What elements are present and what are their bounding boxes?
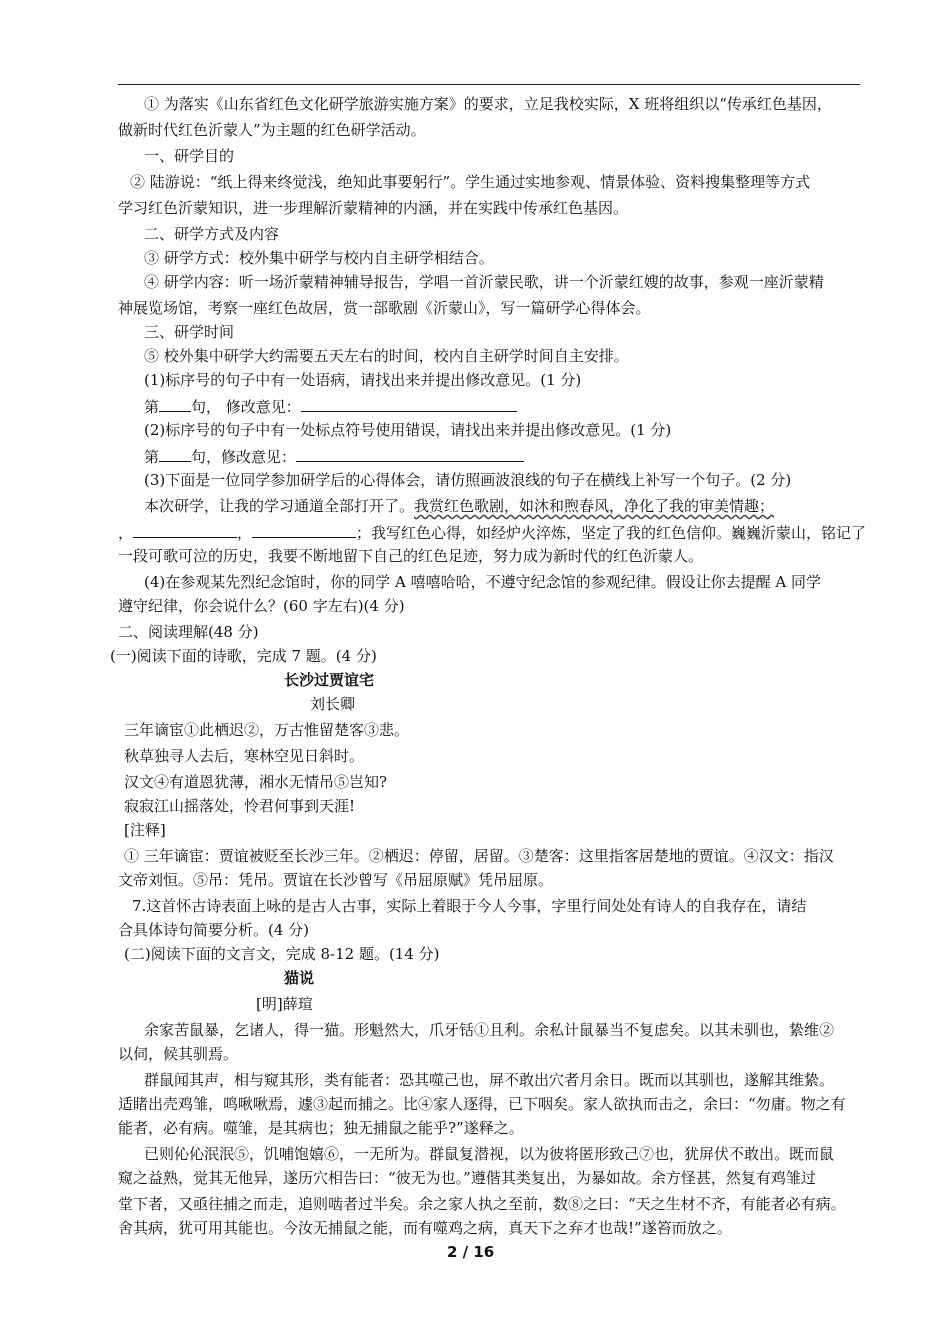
question-7-line-1: 7.这首怀古诗表面上咏的是古人古事，实际上着眼于今人今事，字里行间处处有诗人的自我存在，请结 bbox=[132, 897, 807, 915]
plan-paragraph-4-line-1: ④ 研学内容：听一场沂蒙精神辅导报告，学唱一首沂蒙民歌，讲一个沂蒙红嫂的故事，参观一座沂蒙精 bbox=[144, 273, 824, 291]
header-rule bbox=[118, 84, 860, 85]
poem-line: 三年谪宦①此栖迟②，万古惟留楚客③悲。 bbox=[124, 721, 410, 739]
question-2-answer-line bbox=[144, 446, 524, 467]
question-3-text-line-2 bbox=[118, 522, 866, 543]
notes-line-1: ① 三年谪宦：贾谊被贬至长沙三年。②栖迟：停留，居留。③楚客：这里指客居楚地的贾谊。④汉文：指汉 bbox=[124, 847, 834, 865]
page-number: 2 / 16 bbox=[447, 1243, 495, 1261]
question-2-mid: 句，修改意见： bbox=[191, 448, 297, 466]
poem-line: 秋草独寻人去后，寒林空见日斜时。 bbox=[124, 747, 365, 765]
section-heading-purpose: 一、研学目的 bbox=[144, 147, 235, 165]
prose-line: 适睹出壳鸡雏，鸣啾啾焉，遽③起而捕之。比④家人逐得，已下咽矣。家人欲执而击之，余曰：“勿庸。物之有 bbox=[118, 1095, 846, 1113]
fill-blank-1[interactable] bbox=[133, 522, 237, 538]
plan-paragraph-1-line-1: ① 为落实《山东省红色文化研学旅游实施方案》的要求，立足我校实际，X 班将组织以“传承红色基因， bbox=[144, 95, 832, 113]
prose-line: 余家苦鼠暴，乞诸人，得一猫。形魁然大，爪牙铦①且利。余私计鼠暴当不复虑矣。以其未驯也，絷维② bbox=[144, 1021, 835, 1039]
question-4-line-2: 遵守纪律，你会说什么？(60 字左右)(4 分) bbox=[118, 597, 405, 615]
plan-paragraph-1-line-2: 做新时代红色沂蒙人”为主题的红色研学活动。 bbox=[118, 121, 426, 139]
question-3-intro: 本次研学，让我的学习通道全部打开了。 bbox=[144, 497, 415, 515]
leading-comma: ， bbox=[118, 524, 134, 542]
poem-line: 汉文④有道恩犹薄，湘水无情吊⑤岂知? bbox=[124, 773, 388, 791]
reading-section-heading: 二、阅读理解(48 分) bbox=[118, 623, 259, 641]
prose-line: 群鼠闻其声，相与窥其形，类有能者：恐其噬己也，屏不敢出穴者月余日。既而以其驯也，遂解其维絷。 bbox=[144, 1071, 835, 1089]
poem-line: 寂寂江山摇落处，怜君何事到天涯! bbox=[124, 797, 356, 815]
section-heading-method: 二、研学方式及内容 bbox=[144, 225, 280, 243]
poem-author: 刘长卿 bbox=[310, 695, 356, 713]
prose-line: 以伺，候其驯焉。 bbox=[118, 1045, 239, 1063]
section-heading-time: 三、研学时间 bbox=[144, 323, 235, 341]
poem-intro: (一)阅读下面的诗歌，完成 7 题。(4 分) bbox=[110, 647, 377, 665]
revision-blank-2[interactable] bbox=[296, 446, 524, 462]
question-1-mid: 句， 修改意见： bbox=[191, 398, 301, 416]
prose-line: 堂下者，又亟往捕之而走，追则啮者过半矣。余之家人执之至前，数⑧之曰：“天之生材不齐，有能者必有病。 bbox=[118, 1195, 846, 1213]
plan-paragraph-3: ③ 研学方式：校外集中研学与校内自主研学相结合。 bbox=[144, 249, 494, 267]
prose-line: 舍其病，犹可用其能也。今汝无捕鼠之能，而有噬鸡之病，真天下之弃才也哉!”遂笞而放之。 bbox=[118, 1219, 732, 1237]
sentence-number-blank-1[interactable] bbox=[159, 396, 191, 412]
question-4-line-1: (4)在参观某先烈纪念馆时，你的同学 A 嘻嘻哈哈，不遵守纪念馆的参观纪律。假设让你去提醒 A 同学 bbox=[144, 573, 821, 591]
question-1-prefix: 第 bbox=[144, 398, 160, 416]
poem-title: 长沙过贾谊宅 bbox=[284, 671, 375, 689]
prose-author: [明]薛瑄 bbox=[256, 995, 313, 1013]
fill-blank-2[interactable] bbox=[252, 522, 356, 538]
prose-line: 窥之益熟，觉其无他异，遂历穴相告曰：“彼无为也。”遵偕其类复出，为暴如故。余方怪甚，然复有鸡雏过 bbox=[118, 1169, 816, 1187]
question-1-answer-line bbox=[144, 396, 517, 417]
question-1: (1)标序号的句子中有一处语病，请找出来并提出修改意见。(1 分) bbox=[144, 371, 582, 389]
question-3: (3)下面是一位同学参加研学后的心得体会，请仿照画波浪线的句子在横线上补写一个句子。(2 分) bbox=[144, 471, 792, 489]
plan-paragraph-2-line-2: 学习红色沂蒙知识，进一步理解沂蒙精神的内涵，并在实践中传承红色基因。 bbox=[118, 199, 629, 217]
question-7-line-2: 合具体诗句简要分析。(4 分) bbox=[118, 921, 310, 939]
plan-paragraph-2-line-1: ② 陆游说：“纸上得来终觉浅，绝知此事要躬行”。学生通过实地参观、情景体验、资料搜集整理等方式 bbox=[130, 173, 811, 191]
question-3-text-line-1 bbox=[144, 496, 774, 516]
revision-blank-1[interactable] bbox=[301, 396, 517, 412]
plan-paragraph-5: ⑤ 校外集中研学大约需要五天左右的时间，校内自主研学时间自主安排。 bbox=[144, 347, 629, 365]
wavy-underlined-sentence: 我赏红色歌剧，如沐和煦春风，净化了我的审美情趣； bbox=[414, 497, 775, 515]
prose-intro: (二)阅读下面的文言文，完成 8-12 题。(14 分) bbox=[124, 945, 440, 963]
question-2-prefix: 第 bbox=[144, 448, 160, 466]
prose-line: 已则伈伈泯泯⑤，饥哺饱嬉⑥，一无所为。群鼠复潜视，以为彼将匿形致己⑦也，犹屏伏不敢出。既而鼠 bbox=[144, 1145, 835, 1163]
prose-line: 能者，必有病。噬雏，是其病也；独无捕鼠之能乎?”遂释之。 bbox=[118, 1119, 524, 1137]
sentence-number-blank-2[interactable] bbox=[159, 446, 191, 462]
notes-line-2: 文帝刘恒。⑤吊：凭吊。贾谊在长沙曾写《吊屈原赋》凭吊屈原。 bbox=[118, 871, 554, 889]
middle-comma: ， bbox=[237, 524, 253, 542]
question-3-continuation: ；我写红色心得，如经炉火淬炼，坚定了我的红色信仰。巍巍沂蒙山，铭记了 bbox=[356, 524, 867, 542]
plan-paragraph-4-line-2: 神展览场馆，考察一座红色故居，赏一部歌剧《沂蒙山》，写一篇研学心得体会。 bbox=[118, 299, 651, 317]
question-3-text-line-3: 一段可歌可泣的历史，我要不断地留下自己的红色足迹，努力成为新时代的红色沂蒙人。 bbox=[118, 547, 704, 565]
notes-heading: [注释] bbox=[124, 821, 166, 839]
prose-title: 猫说 bbox=[284, 969, 315, 987]
question-2: (2)标序号的句子中有一处标点符号使用错误，请找出来并提出修改意见。(1 分) bbox=[144, 421, 672, 439]
